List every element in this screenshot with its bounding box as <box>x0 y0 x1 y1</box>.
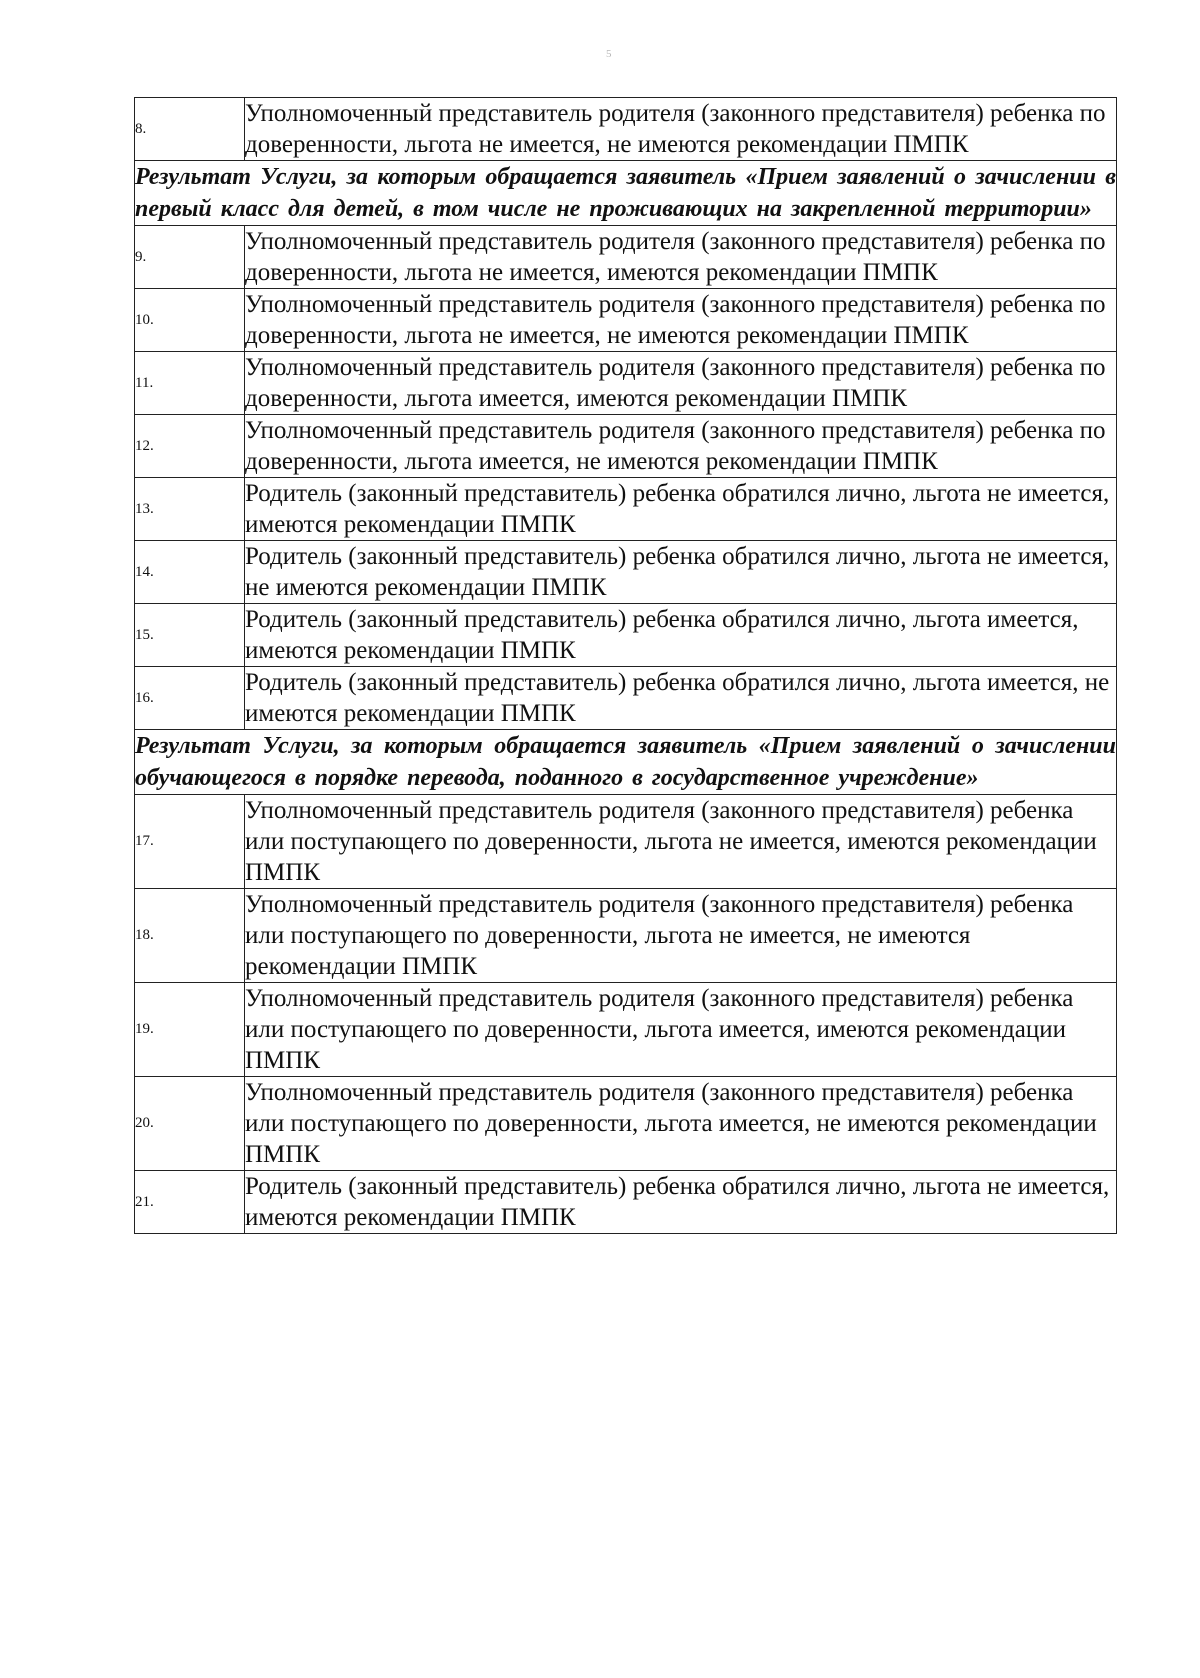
row-description: Родитель (законный представитель) ребенка обратился лично, льгота не имеется, имеются рекомендации ПМПК <box>245 478 1117 541</box>
row-description: Уполномоченный представитель родителя (законного представителя) ребенка по доверенности, льгота имеется, имеются рекомендации ПМПК <box>245 352 1117 415</box>
section-title: Результат Услуги, за которым обращается заявитель «Прием заявлений о зачислении обучающегося в порядке перевода, поданного в государственное учреждение» <box>135 730 1117 795</box>
table-row <box>135 795 1117 889</box>
row-description: Родитель (законный представитель) ребенка обратился лично, льгота не имеется, не имеются рекомендации ПМПК <box>245 541 1117 604</box>
section-title: Результат Услуги, за которым обращается заявитель «Прием заявлений о зачислении в первый класс для детей, в том числе не проживающих на закрепленной территории» <box>135 161 1117 226</box>
row-number: 18. <box>135 889 245 983</box>
row-description: Родитель (законный представитель) ребенка обратился лично, льгота имеется, не имеются рекомендации ПМПК <box>245 667 1117 730</box>
table-row <box>135 541 1117 604</box>
section-header-row <box>135 730 1117 795</box>
table-row <box>135 415 1117 478</box>
row-description: Родитель (законный представитель) ребенка обратился лично, льгота не имеется, имеются рекомендации ПМПК <box>245 1171 1117 1234</box>
table-row <box>135 983 1117 1077</box>
table-row <box>135 1171 1117 1234</box>
row-number: 16. <box>135 667 245 730</box>
row-number: 20. <box>135 1077 245 1171</box>
row-number: 13. <box>135 478 245 541</box>
row-number: 11. <box>135 352 245 415</box>
row-description: Уполномоченный представитель родителя (законного представителя) ребенка по доверенности, льгота не имеется, не имеются рекомендации ПМПК <box>245 289 1117 352</box>
row-number: 9. <box>135 226 245 289</box>
table-row <box>135 478 1117 541</box>
row-description: Уполномоченный представитель родителя (законного представителя) ребенка по доверенности, льгота не имеется, имеются рекомендации ПМПК <box>245 226 1117 289</box>
row-description: Уполномоченный представитель родителя (законного представителя) ребенка по доверенности, льгота имеется, не имеются рекомендации ПМПК <box>245 415 1117 478</box>
row-number: 10. <box>135 289 245 352</box>
row-number: 15. <box>135 604 245 667</box>
row-description: Уполномоченный представитель родителя (законного представителя) ребенка или поступающего по доверенности, льгота не имеется, не имеются рекомендации ПМПК <box>245 889 1117 983</box>
row-description: Уполномоченный представитель родителя (законного представителя) ребенка по доверенности, льгота не имеется, не имеются рекомендации ПМПК <box>245 98 1117 161</box>
row-description: Уполномоченный представитель родителя (законного представителя) ребенка или поступающего по доверенности, льгота имеется, имеются рекомендации ПМПК <box>245 983 1117 1077</box>
table-row <box>135 98 1117 161</box>
row-description: Родитель (законный представитель) ребенка обратился лично, льгота имеется, имеются рекомендации ПМПК <box>245 604 1117 667</box>
row-number: 14. <box>135 541 245 604</box>
applicant-variants-table <box>134 97 1117 1234</box>
section-header-row <box>135 161 1117 226</box>
row-number: 12. <box>135 415 245 478</box>
row-description: Уполномоченный представитель родителя (законного представителя) ребенка или поступающего по доверенности, льгота не имеется, имеются рекомендации ПМПК <box>245 795 1117 889</box>
table-row <box>135 352 1117 415</box>
table-row <box>135 289 1117 352</box>
table-row <box>135 1077 1117 1171</box>
table-row <box>135 889 1117 983</box>
table-row <box>135 667 1117 730</box>
row-number: 8. <box>135 98 245 161</box>
table-row <box>135 226 1117 289</box>
table-row <box>135 604 1117 667</box>
row-number: 19. <box>135 983 245 1077</box>
row-description: Уполномоченный представитель родителя (законного представителя) ребенка или поступающего по доверенности, льгота имеется, не имеются рекомендации ПМПК <box>245 1077 1117 1171</box>
row-number: 17. <box>135 795 245 889</box>
page-number: 5 <box>606 48 612 60</box>
row-number: 21. <box>135 1171 245 1234</box>
